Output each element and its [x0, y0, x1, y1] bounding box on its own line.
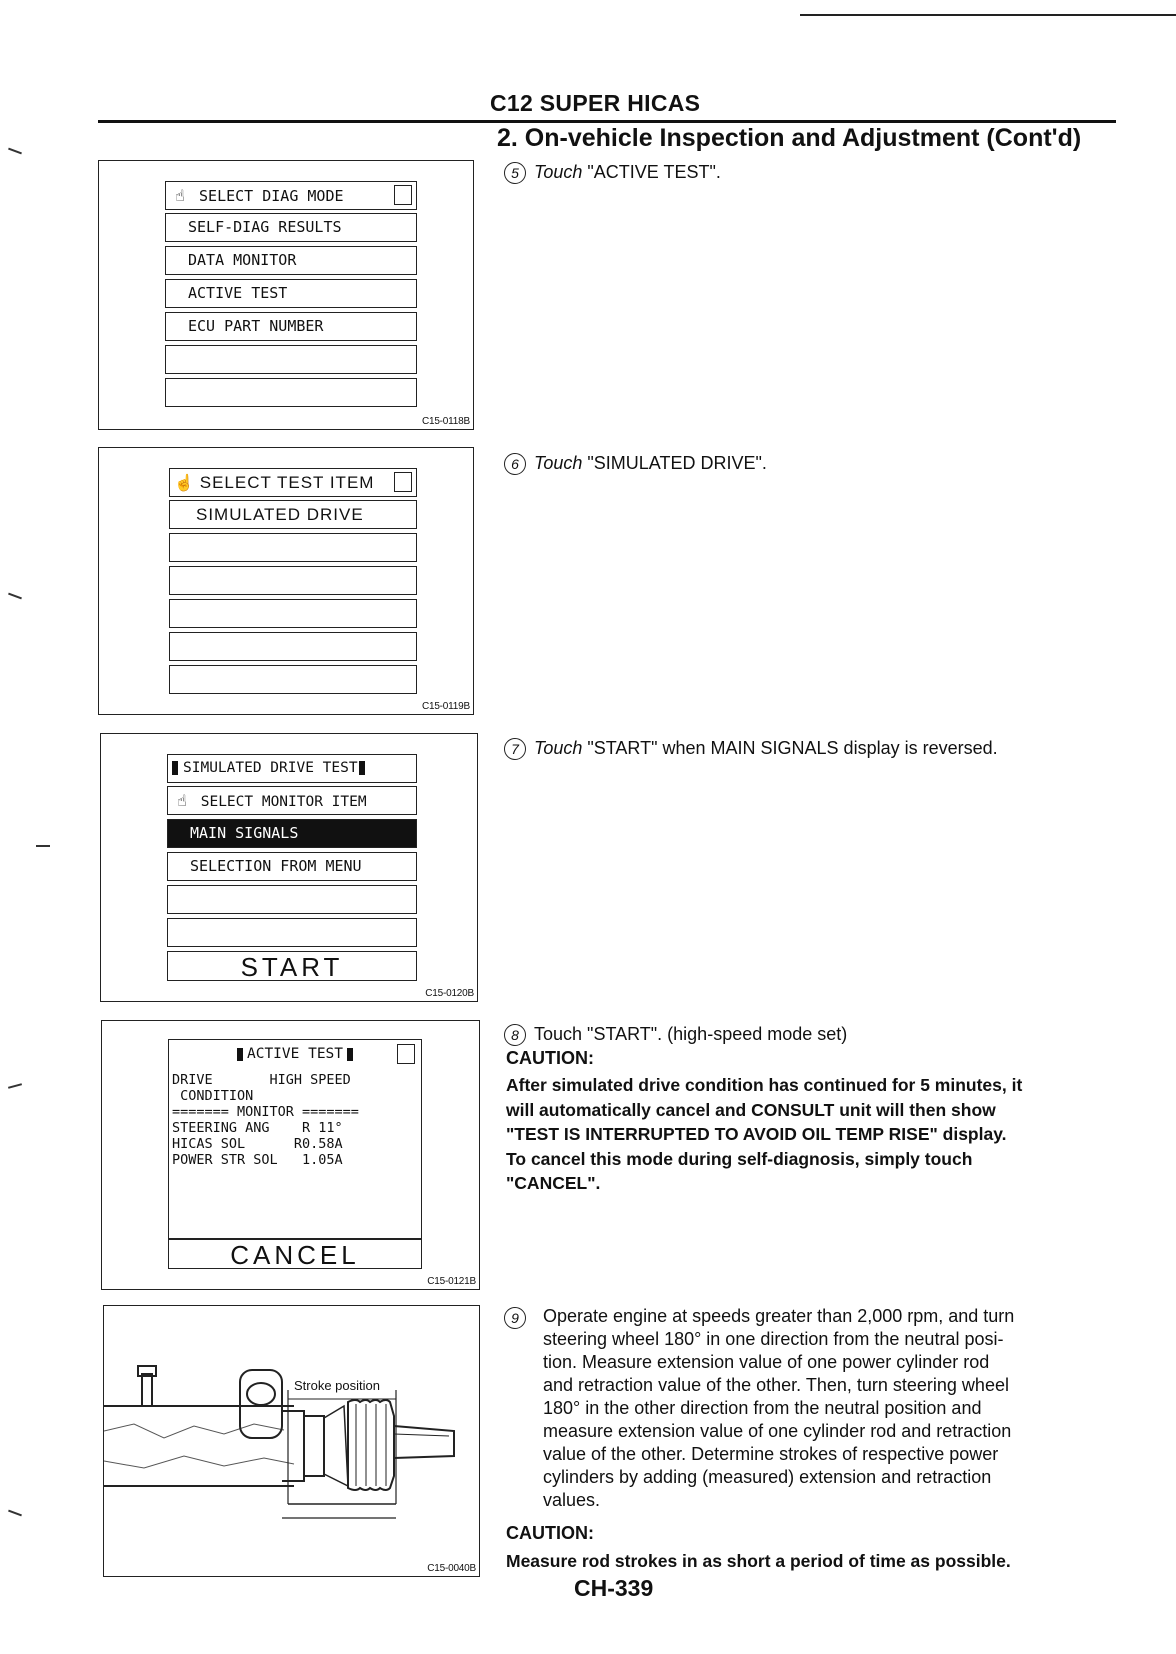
- menu-item-data-monitor[interactable]: DATA MONITOR: [165, 246, 417, 275]
- step-verb: Touch: [534, 162, 583, 182]
- step-5: [504, 160, 721, 184]
- menu-item-selection-from-menu[interactable]: SELECTION FROM MENU: [167, 852, 417, 881]
- figure-code: C15-0119B: [421, 701, 470, 712]
- monitor-line: POWER STR SOL 1.05A: [172, 1152, 343, 1168]
- page-number: CH-339: [574, 1575, 654, 1601]
- margin-mark: [8, 1083, 22, 1089]
- margin-mark: [8, 593, 22, 600]
- figure-code: C15-0040B: [427, 1563, 476, 1574]
- screen-title: SELECT TEST ITEM: [199, 473, 375, 492]
- step-number: 5: [504, 162, 526, 184]
- step-line: value of the other. Determine strokes of respective power: [543, 1444, 999, 1464]
- menu-item-empty[interactable]: [165, 378, 417, 407]
- step-number: 9: [504, 1307, 526, 1329]
- stroke-position-label: Stroke position: [294, 1378, 380, 1393]
- screen-title: ACTIVE TEST: [246, 1046, 344, 1062]
- step-line: values.: [543, 1490, 601, 1510]
- margin-mark: [36, 845, 50, 847]
- caution-body: Measure rod strokes in as short a period of time as possible.: [506, 1551, 1011, 1571]
- caution-line: "TEST IS INTERRUPTED TO AVOID OIL TEMP RISE" display.: [506, 1124, 1007, 1144]
- hand-pointer-icon: ☝: [175, 186, 185, 205]
- figure-simulated-drive-test: [100, 733, 478, 1002]
- step-line: tion. Measure extension value of one power cylinder rod: [543, 1352, 990, 1372]
- menu-item-empty[interactable]: [167, 885, 417, 914]
- menu-item-ecu-part-number[interactable]: ECU PART NUMBER: [165, 312, 417, 341]
- step-verb: Touch: [534, 738, 583, 758]
- checkbox-icon: [394, 472, 412, 492]
- screen-title: SELECT DIAG MODE: [199, 187, 344, 205]
- monitor-line: HICAS SOL R0.58A: [172, 1136, 343, 1152]
- step-number: 6: [504, 453, 526, 475]
- marker-icon: [172, 761, 178, 775]
- marker-icon: [347, 1048, 353, 1061]
- menu-item-empty[interactable]: [169, 632, 417, 661]
- marker-icon: [359, 761, 365, 775]
- step-line: cylinders by adding (measured) extension and retraction: [543, 1467, 992, 1487]
- step-text: "START". (high-speed mode set): [582, 1024, 848, 1044]
- step-text: "ACTIVE TEST".: [582, 162, 721, 182]
- marker-icon: [237, 1048, 243, 1061]
- monitor-line: ======= MONITOR =======: [172, 1104, 359, 1120]
- screen-subtitle-row: [167, 786, 417, 815]
- monitor-screen: [168, 1039, 422, 1239]
- step-line: and retraction value of the other. Then, turn steering wheel: [543, 1375, 1009, 1395]
- step-7: [504, 736, 998, 760]
- figure-code: C15-0120B: [425, 988, 474, 999]
- step-9-text: [543, 1305, 1123, 1512]
- top-edge-line: [800, 14, 1176, 16]
- monitor-lines: [172, 1072, 359, 1168]
- figure-stroke-position: [103, 1305, 480, 1577]
- step-text: "SIMULATED DRIVE".: [582, 453, 767, 473]
- menu-item-empty[interactable]: [169, 665, 417, 694]
- step-text: "START" when MAIN SIGNALS display is reversed.: [582, 738, 998, 758]
- step-8: [504, 1022, 847, 1046]
- monitor-line: CONDITION: [172, 1088, 254, 1104]
- step-line: measure extension value of one cylinder rod and retraction: [543, 1421, 1012, 1441]
- start-button[interactable]: START: [167, 951, 417, 981]
- cancel-button[interactable]: CANCEL: [168, 1239, 422, 1269]
- monitor-line: STEERING ANG R 11°: [172, 1120, 343, 1136]
- menu-item-empty[interactable]: [169, 599, 417, 628]
- page-subtitle: 2. On-vehicle Inspection and Adjustment (Cont'd): [497, 124, 1082, 152]
- screen-title-row: [169, 468, 417, 497]
- figure-code: C15-0118B: [421, 416, 470, 427]
- caution-label: CAUTION:: [506, 1048, 594, 1068]
- screen-subtitle: SELECT MONITOR ITEM: [200, 794, 367, 810]
- header-rule: [98, 120, 1116, 123]
- checkbox-icon: [394, 185, 412, 205]
- margin-mark: [8, 1510, 22, 1517]
- menu-item-empty[interactable]: [169, 533, 417, 562]
- caution-line: will automatically cancel and CONSULT unit will then show: [506, 1099, 996, 1120]
- caution-line: "CANCEL".: [506, 1173, 601, 1193]
- step-9-number: [504, 1307, 534, 1329]
- screen-title-row: [165, 181, 417, 210]
- screen-title-row: [169, 1040, 421, 1068]
- menu-item-empty[interactable]: [169, 566, 417, 595]
- figure-select-test-item: [98, 447, 474, 715]
- menu-item-empty[interactable]: [167, 918, 417, 947]
- caution-body: [506, 1073, 1122, 1196]
- hand-pointer-icon: ☝: [174, 475, 195, 492]
- caution-label: CAUTION:: [506, 1523, 594, 1543]
- menu-item-self-diag-results[interactable]: SELF-DIAG RESULTS: [165, 213, 417, 242]
- step-verb: Touch: [534, 1024, 583, 1044]
- caution-line: To cancel this mode during self-diagnosis, simply touch: [506, 1148, 973, 1169]
- step-line: steering wheel 180° in one direction from the neutral posi-: [543, 1329, 1004, 1349]
- checkbox-icon: [397, 1044, 415, 1064]
- menu-item-main-signals[interactable]: MAIN SIGNALS: [167, 819, 417, 848]
- figure-active-test: [101, 1020, 480, 1290]
- power-cylinder-drawing: [104, 1306, 478, 1576]
- screen-title: SIMULATED DRIVE TEST: [183, 760, 358, 776]
- caution-line: After simulated drive condition has continued for 5 minutes, it: [506, 1075, 1023, 1095]
- hand-pointer-icon: ☝: [177, 791, 187, 810]
- step-verb: Touch: [534, 453, 583, 473]
- screen-title-row: [167, 754, 417, 783]
- step-number: 8: [504, 1024, 526, 1046]
- margin-mark: [8, 148, 22, 155]
- menu-item-empty[interactable]: [165, 345, 417, 374]
- figure-select-diag-mode: [98, 160, 474, 430]
- section-title: C12 SUPER HICAS: [490, 90, 701, 116]
- step-line: Operate engine at speeds greater than 2,000 rpm, and turn: [543, 1306, 1015, 1326]
- menu-item-active-test[interactable]: ACTIVE TEST: [165, 279, 417, 308]
- step-6: [504, 451, 767, 475]
- step-line: 180° in the other direction from the neutral position and: [543, 1398, 982, 1418]
- step-number: 7: [504, 738, 526, 760]
- monitor-line: DRIVE HIGH SPEED: [172, 1072, 351, 1088]
- menu-item-simulated-drive[interactable]: SIMULATED DRIVE: [169, 500, 417, 529]
- figure-code: C15-0121B: [427, 1276, 476, 1287]
